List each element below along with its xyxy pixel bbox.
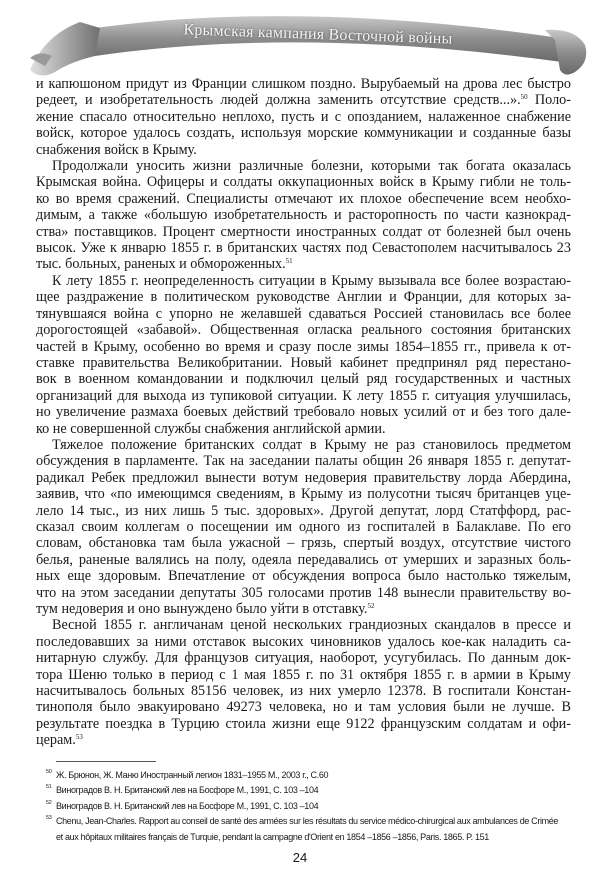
line-text: нитарную службу. Для французов ситуация, наоборот, усугубилась. По данным док- <box>36 650 571 667</box>
line-text: организаций для выхода из тупиковой ситуации. К лету 1855 г. ситуация улучшилась, <box>36 387 571 404</box>
text-line <box>36 617 571 633</box>
footnote-text: Виноградов В. Н. Британский лев на Босфоре М., 1991, С. 103 –104 <box>56 785 319 796</box>
footnote-ref: 50 <box>520 93 528 102</box>
text-line <box>36 683 571 699</box>
text-line <box>36 453 571 469</box>
line-text: вок в военном командовании и подключил целый ряд государственных и частных <box>36 371 571 388</box>
text-line <box>36 552 571 568</box>
paragraph <box>36 76 571 158</box>
text-line <box>36 174 571 190</box>
footnote-ref: 51 <box>285 257 293 266</box>
line-text: щее раздражение в политическом руководстве Англии и Франции, для которых за- <box>36 289 571 306</box>
line-text: заявив, что «по имеющимся сведениям, в Крыму из полусотни тысяч британцев уце- <box>36 486 571 503</box>
text-line <box>36 650 571 666</box>
line-text: К лету 1855 г. неопределенность ситуации в Крыму вызывала все более возрастаю- <box>52 272 571 289</box>
line-text: ства» поставщиков. Процент смертности иностранных солдат от болезней был очень <box>36 223 571 240</box>
line-text: войск, которое удалось создать, используя морские коммуникации и созданные базы <box>36 125 571 142</box>
chapter-title: Крымская кампания Восточной войны <box>183 21 453 48</box>
line-text: насчитывалось больных 85156 человек, из них умерло 12378. В госпитали Констан- <box>36 683 571 700</box>
text-line <box>36 568 571 584</box>
line-text: Продолжали уносить жизни различные болезни, которыми так богата оказалась <box>52 158 571 175</box>
footnote-text-continued: et aux hôpitaux militaires français de Turquie, pendant la campagne d'Orient en 1854 –1856 –1856, Paris. 1865. P. 151 <box>56 831 489 842</box>
text-line <box>36 256 571 272</box>
text-line <box>36 535 571 551</box>
line-text: тыс. больных, раненых и обмороженных. <box>36 256 286 273</box>
line-text: церам. <box>36 732 76 749</box>
line-text: и капюшоном придут из Франции слишком поздно. Вырубаемый на дрова лес быстро <box>36 76 571 92</box>
paragraph <box>36 617 571 748</box>
text-line <box>36 339 571 355</box>
line-text: что на этом заседании депутаты 305 голосами против 148 вынесли правительству во- <box>36 584 571 601</box>
footnote: 52 Виноградов В. Н. Британский лев на Босфоре М., 1991, С. 103 –104 <box>46 799 319 811</box>
footnote: 53 Chenu, Jean-Charles. Rapport au conseil de santé des armées sur les résultats du service médico-chirurgical aux ambulances de Crimée et aux hôpitaux militaires français de Turquie, pendant la campagne d'Orient en 1854 –1856 –1856, Paris. 1865. P. 151 <box>46 814 574 845</box>
footnote-ref: 53 <box>75 733 83 742</box>
text-line <box>36 207 571 223</box>
line-text: ставке правительства Великобритании. Новый кабинет предпринял ряд перестано- <box>36 354 571 371</box>
text-line <box>36 289 571 305</box>
text-line <box>36 109 571 125</box>
text-line <box>36 667 571 683</box>
text-line <box>36 699 571 715</box>
text-line <box>36 437 571 453</box>
footnote: 50 Ж. Брюнон, Ж. Маню Иностранный легион 1831–1955 М., 2003 г., С.60 <box>46 769 329 780</box>
footnote: 51 Виноградов В. Н. Британский лев на Босфоре М., 1991, С. 103 –104 <box>46 784 319 796</box>
line-text: Тяжелое положение британских солдат в Крыму не раз становилось предметом <box>52 436 571 453</box>
text-line <box>36 240 571 256</box>
text-line <box>36 224 571 240</box>
chapter-banner <box>0 0 600 80</box>
line-text: Поло- <box>527 92 571 109</box>
text-line <box>36 371 571 387</box>
text-line <box>36 191 571 207</box>
line-text: но увеличение размаха боевых действий требовало новых усилий от и без того дале- <box>36 404 571 421</box>
line-text: тора Шеню только в период с 1 мая 1855 г. по 31 октября 1855 г. в армии в Крыму <box>36 666 571 683</box>
footnote-text: Chenu, Jean-Charles. Rapport au conseil de santé des armées sur les résultats du service médico-chirurgical aux ambulances de Crimée <box>56 816 559 827</box>
page-number: 24 <box>292 850 308 865</box>
line-text: последовавших за ними отставок высоких чиновников удалось кое-как наладить са- <box>36 633 571 650</box>
line-text: высок. Уже к январю 1855 г. в британских частях под Севастополем насчитывалось 23 <box>36 240 571 257</box>
line-text: Крымская война. Офицеры и солдаты оккупационных войск в Крыму гибли не толь- <box>36 174 571 191</box>
text-line <box>36 421 571 437</box>
text-line <box>36 92 571 108</box>
text-line <box>36 322 571 338</box>
line-text: белья, раненые валялись на полу, одеяла передавались от умерших и заразных боль- <box>36 551 571 568</box>
line-text: тянувшаяся война с упорно не желавшей сдаваться Россией становилась все более <box>36 305 571 322</box>
text-line <box>36 503 571 519</box>
body-text <box>36 76 571 749</box>
text-line <box>36 716 571 732</box>
text-line <box>36 142 571 158</box>
line-text: снабжения войск в Крыму. <box>36 141 197 158</box>
line-text: редеет, и изобретательность людей должна заменить отсутствие средств...». <box>36 92 521 109</box>
text-line <box>36 125 571 141</box>
line-text: обсуждения в парламенте. Так на заседании палаты общин 26 января 1855 г. депутат- <box>36 453 571 470</box>
footnotes <box>46 768 574 845</box>
paragraph <box>36 437 571 617</box>
line-text: ко не совершенной службы снабжения английской армии. <box>36 420 386 437</box>
text-line <box>36 519 571 535</box>
line-text: словам, обстановка там была ужасной – грязь, спертый воздух, отсутствие чистого <box>36 535 571 552</box>
line-text: лело 14 тыс., из них лишь 5 тыс. здоровых». Другой депутат, лорд Статффорд, рас- <box>36 502 571 519</box>
footnote-text: Виноградов В. Н. Британский лев на Босфоре М., 1991, С. 103 –104 <box>56 800 319 811</box>
line-text: жение спасало относительно неплохо, пусть и с опозданием, налаженное снабжение <box>36 108 571 125</box>
text-line <box>36 76 571 92</box>
text-line <box>36 470 571 486</box>
footnote-divider <box>56 761 156 762</box>
line-text: частей в Крыму, особенно во время и сразу после зимы 1854–1855 гг., привела к от- <box>36 338 571 355</box>
text-line <box>36 634 571 650</box>
text-line <box>36 355 571 371</box>
line-text: димым, а также «большую изобретательность и расторопность по части казнокрад- <box>36 207 571 224</box>
line-text: тум недоверия и оно вынуждено было уйти в отставку. <box>36 601 368 617</box>
line-text: результате поездка в Турцию стоила жизни еще 9122 французским солдатам и офи- <box>36 715 571 732</box>
line-text: ных еще здоровым. Впечатление от обсуждения вопроса было настолько тяжелым, <box>36 568 571 585</box>
line-text: сказал своим коллегам о посещении им одного из госпиталей в Балаклаве. По его <box>36 518 571 535</box>
text-line <box>36 306 571 322</box>
footnote-ref: 52 <box>367 602 375 610</box>
line-text: тинополя было эвакуировано 49273 человека, но и там условия были не лучше. В <box>36 699 571 716</box>
text-line <box>36 732 571 748</box>
footnote-text: Ж. Брюнон, Ж. Маню Иностранный легион 1831–1955 М., 2003 г., С.60 <box>56 770 329 780</box>
text-line <box>36 601 571 617</box>
line-text: радикал Ребек предложил вынести вотум недоверия правительству лорда Абердина, <box>36 469 571 486</box>
paragraph <box>36 273 571 437</box>
text-line <box>36 388 571 404</box>
line-text: дорогостоящей «забавой». Общественная огласка реального состояния британских <box>36 322 571 339</box>
line-text: Весной 1855 г. англичанам ценой нескольких грандиозных скандалов в прессе и <box>52 617 571 634</box>
paragraph <box>36 158 571 273</box>
text-line <box>36 158 571 174</box>
text-line <box>36 404 571 420</box>
text-line <box>36 486 571 502</box>
line-text: ко во время сражений. Специалисты отмечают их плохое обеспечение всем необхо- <box>36 190 571 207</box>
text-line <box>36 585 571 601</box>
text-line <box>36 273 571 289</box>
